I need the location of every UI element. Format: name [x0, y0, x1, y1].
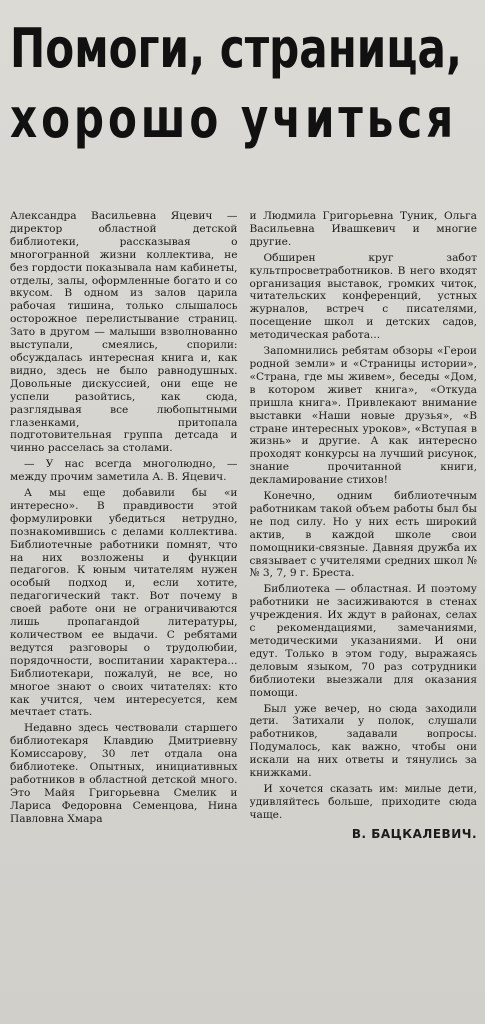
paragraph: Запомнились ребятам обзоры «Герои родной земли» и «Страницы истории», «Страна, где мы живем», беседы «Дом, в котором живет книга», «Откуда пришла книга». Привлекают внимание выставки «Наши новые друзья», «В стране интересных уроков», «Вступая в жизнь» и другие. А как интересно проходят конкурсы на лучший рисунок, знание прочитанной книги, декламирование стихов!: [249, 345, 477, 487]
paragraph: Александра Васильевна Яцевич — директор областной детской библиотеки, рассказывая о многогранной жизни коллектива, не без гордости показывала нам кабинеты, отделы, залы, оформленные богато и со вкусом. В одном из залов царила рабочая тишина, только слышалось осторожное перелистывание страниц. Зато в другом — малыши взволнованно выступали, смеялись, спорили: обсуждалась интересная книга и, как видно, здесь не было равнодушных. Довольные дискуссией, они еще не успели разойтись, как сюда, разглядывая все любопытными глазенками, притопала подготовительная группа детсада и чинно расселась за столами.: [10, 210, 238, 455]
paragraph: Библиотека — областная. И поэтому работники не засиживаются в стенах учреждения. Их ждут в районах, селах с рекомендациями, замечаниями, методическими указаниями. И они едут. Только в этом году, выражаясь деловым языком, 70 раз сотрудники библиотеки выезжали для оказания помощи.: [249, 583, 477, 699]
headline-line-1: Помоги, страница,: [10, 17, 462, 80]
paragraph: Обширен круг забот культпросветработников. В него входят организация выставок, громких читок, читательских конференций, устных журналов, встреч с писателями, посещение школ и детских садов, методическая работа...: [249, 251, 477, 342]
left-column: [10, 210, 238, 1016]
paragraph: И хочется сказать им: милые дети, удивляйтесь больше, приходите сюда чаще.: [249, 782, 477, 821]
paragraph: Конечно, одним библиотечным работникам такой объем работы был бы не под силу. Но у них есть широкий актив, в каждой школе свои помощники-связные. Давняя дружба их связывает с учителями средних школ №№ 3, 7, 9 г. Бреста.: [249, 490, 477, 580]
paragraph: и Людмила Григорьевна Туник, Ольга Васильевна Ивашкевич и многие другие.: [249, 210, 477, 248]
headline-line-2: хорошо учиться: [10, 87, 458, 150]
paragraph: Недавно здесь чествовали старшего библиотекаря Клавдию Дмитриевну Комиссарову, 30 лет отдала она библиотеке. Опытных, инициативных работников в областной детской много. Это Майя Григорьевна Смелик и Лариса Федоровна Семенцова, Нина Павловна Хмара: [10, 722, 238, 825]
paragraph: — У нас всегда многолюдно, — между прочим заметила А. В. Яцевич.: [10, 458, 238, 484]
article-headline: [0, 0, 485, 154]
author-signature: В. БАЦКАЛЕВИЧ.: [351, 826, 477, 841]
right-column: [250, 210, 478, 1016]
article-body: [10, 210, 477, 1016]
paragraph: Был уже вечер, но сюда заходили дети. Затихали у полок, слушали работников, задавали вопросы. Подумалось, как важно, чтобы они искали на них ответы и тянулись за книжками.: [249, 702, 477, 780]
paragraph: А мы еще добавили бы «и интересно». В правдивости этой формулировки убедиться нетрудно, познакомившись с делами коллектива. Библиотечные работники помнят, что на них возложены и функции педагогов. К юным читателям нужен особый подход и, если хотите, педагогический такт. Вот почему в своей работе они не ограничиваются лишь пропагандой литературы, количеством ее выдачи. С ребятами ведутся разговоры о трудолюбии, порядочности, воспитании характера... Библиотекари, пожалуй, не все, но многое знают о своих читателях: кто как учится, чем интересуется, кем мечтает стать.: [10, 487, 238, 719]
